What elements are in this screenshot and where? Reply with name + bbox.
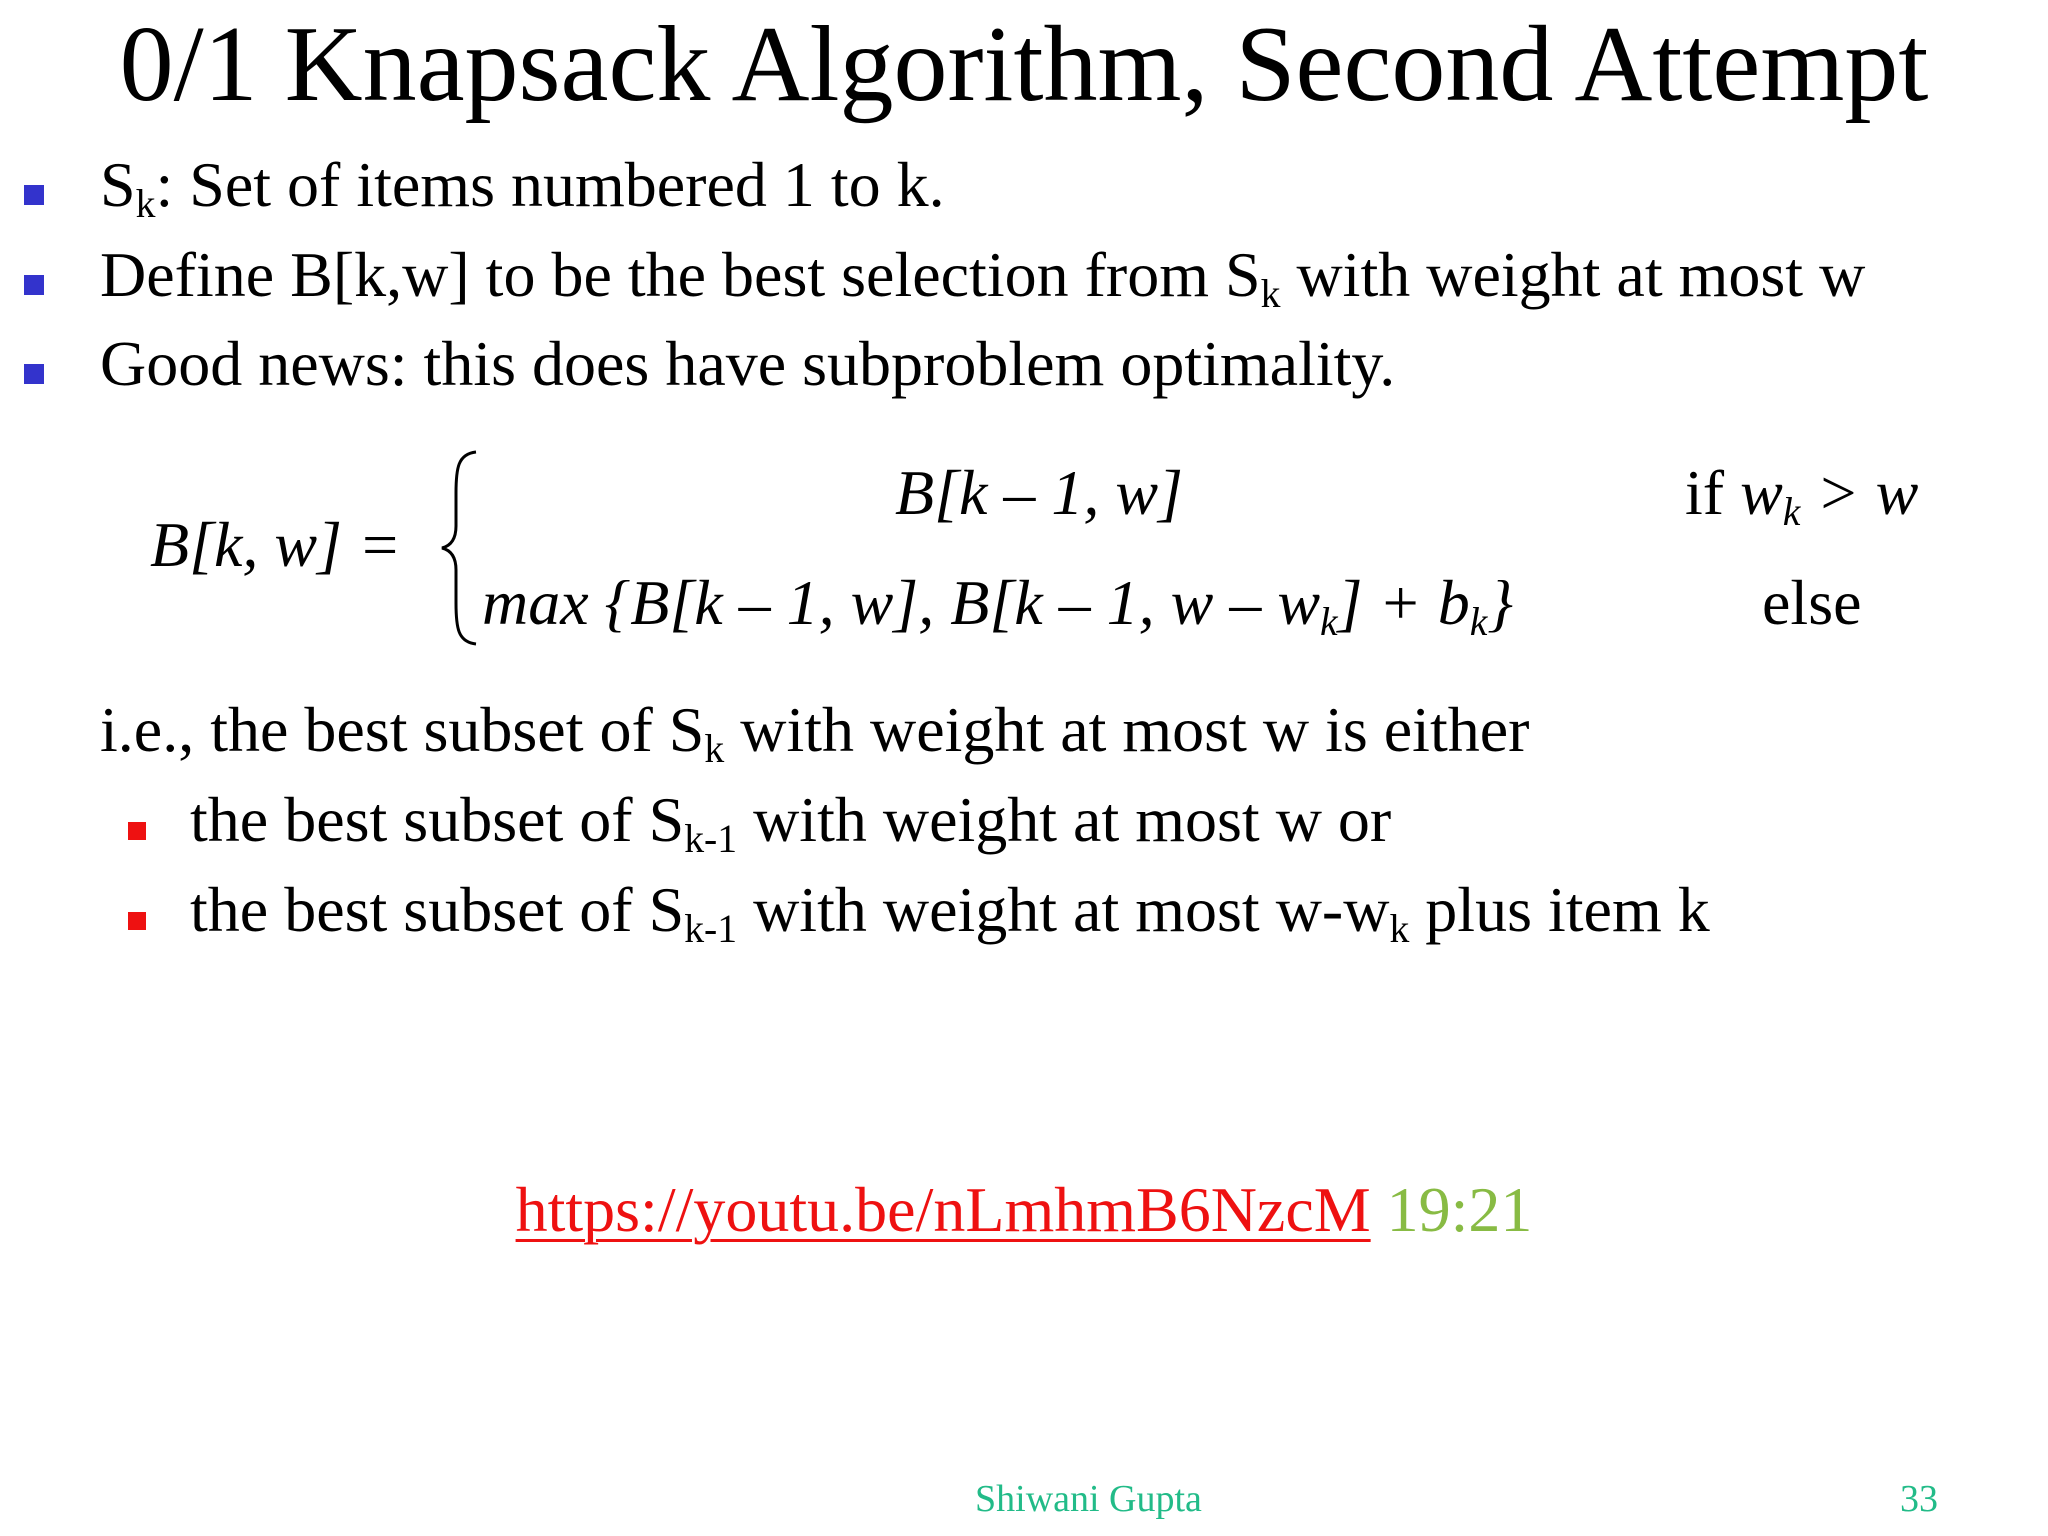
video-link[interactable]: https://youtu.be/nLmhmB6NzcM [515, 1174, 1371, 1245]
case2-condition: else [1762, 567, 1862, 638]
bullet-square-icon [24, 364, 44, 384]
bullet-square-icon [24, 185, 44, 205]
bullet-3-text: Good news: this does have subproblem optimality. [100, 328, 1396, 399]
slide: 0/1 Knapsack Algorithm, Second Attempt $S_k$: Set of items numbered 1 to k. Define B[k,w] to be the best selection from $S_k$ with weight at most w Good news: this does have subproblem optimality. B[k, w] = B[k – 1, w] if $w_k > w$ max {B[k – 1, w], B[k – 1, $w - w_k] + b_k$} else i.e., the best subset of $S_k$ with weight at most w is either the best subset of $S_{k-1}$ with weight at most w or the best subset of $S_{k-1}$ with weight at most $w-w_k$ plus item k https://youtu.be/nLmhmB6NzcM 19:21 Shiwani Gupta 33 [0, 0, 2048, 1536]
bullet-2-sub: k [1260, 272, 1281, 317]
bullet-square-icon [128, 822, 146, 840]
bullet-square-icon [128, 912, 146, 930]
video-link-line [0, 1170, 2048, 1250]
bullet-1-sub: k [135, 182, 156, 227]
footer-page-number: 33 [1900, 1478, 1938, 1520]
video-timestamp: 19:21 [1386, 1174, 1533, 1245]
bullet-1-s: S [100, 149, 136, 220]
case1-expression: B[k – 1, w] [895, 457, 1183, 528]
case1-condition: if $w_k > w$ [1685, 457, 1919, 535]
bullet-1-text: : Set of items numbered 1 to k. [155, 149, 945, 220]
bullet-square-icon [24, 275, 44, 295]
slide-title: 0/1 Knapsack Algorithm, Second Attempt [119, 5, 1929, 124]
case2-expression: max {B[k – 1, w], B[k – 1, $w - w_k] + b_k$} [482, 567, 1513, 645]
footer-author: Shiwani Gupta [975, 1478, 1202, 1520]
equation-lhs: B[k, w] = [150, 509, 402, 580]
brace-icon [438, 448, 482, 648]
bullet-2-pre: Define B[k,w] to be the best selection from S [100, 239, 1261, 310]
bullet-2-post: with weight at most w [1280, 239, 1866, 310]
ie-line: i.e., the best subset of $S_k$ with weight at most w is either [100, 694, 1530, 772]
